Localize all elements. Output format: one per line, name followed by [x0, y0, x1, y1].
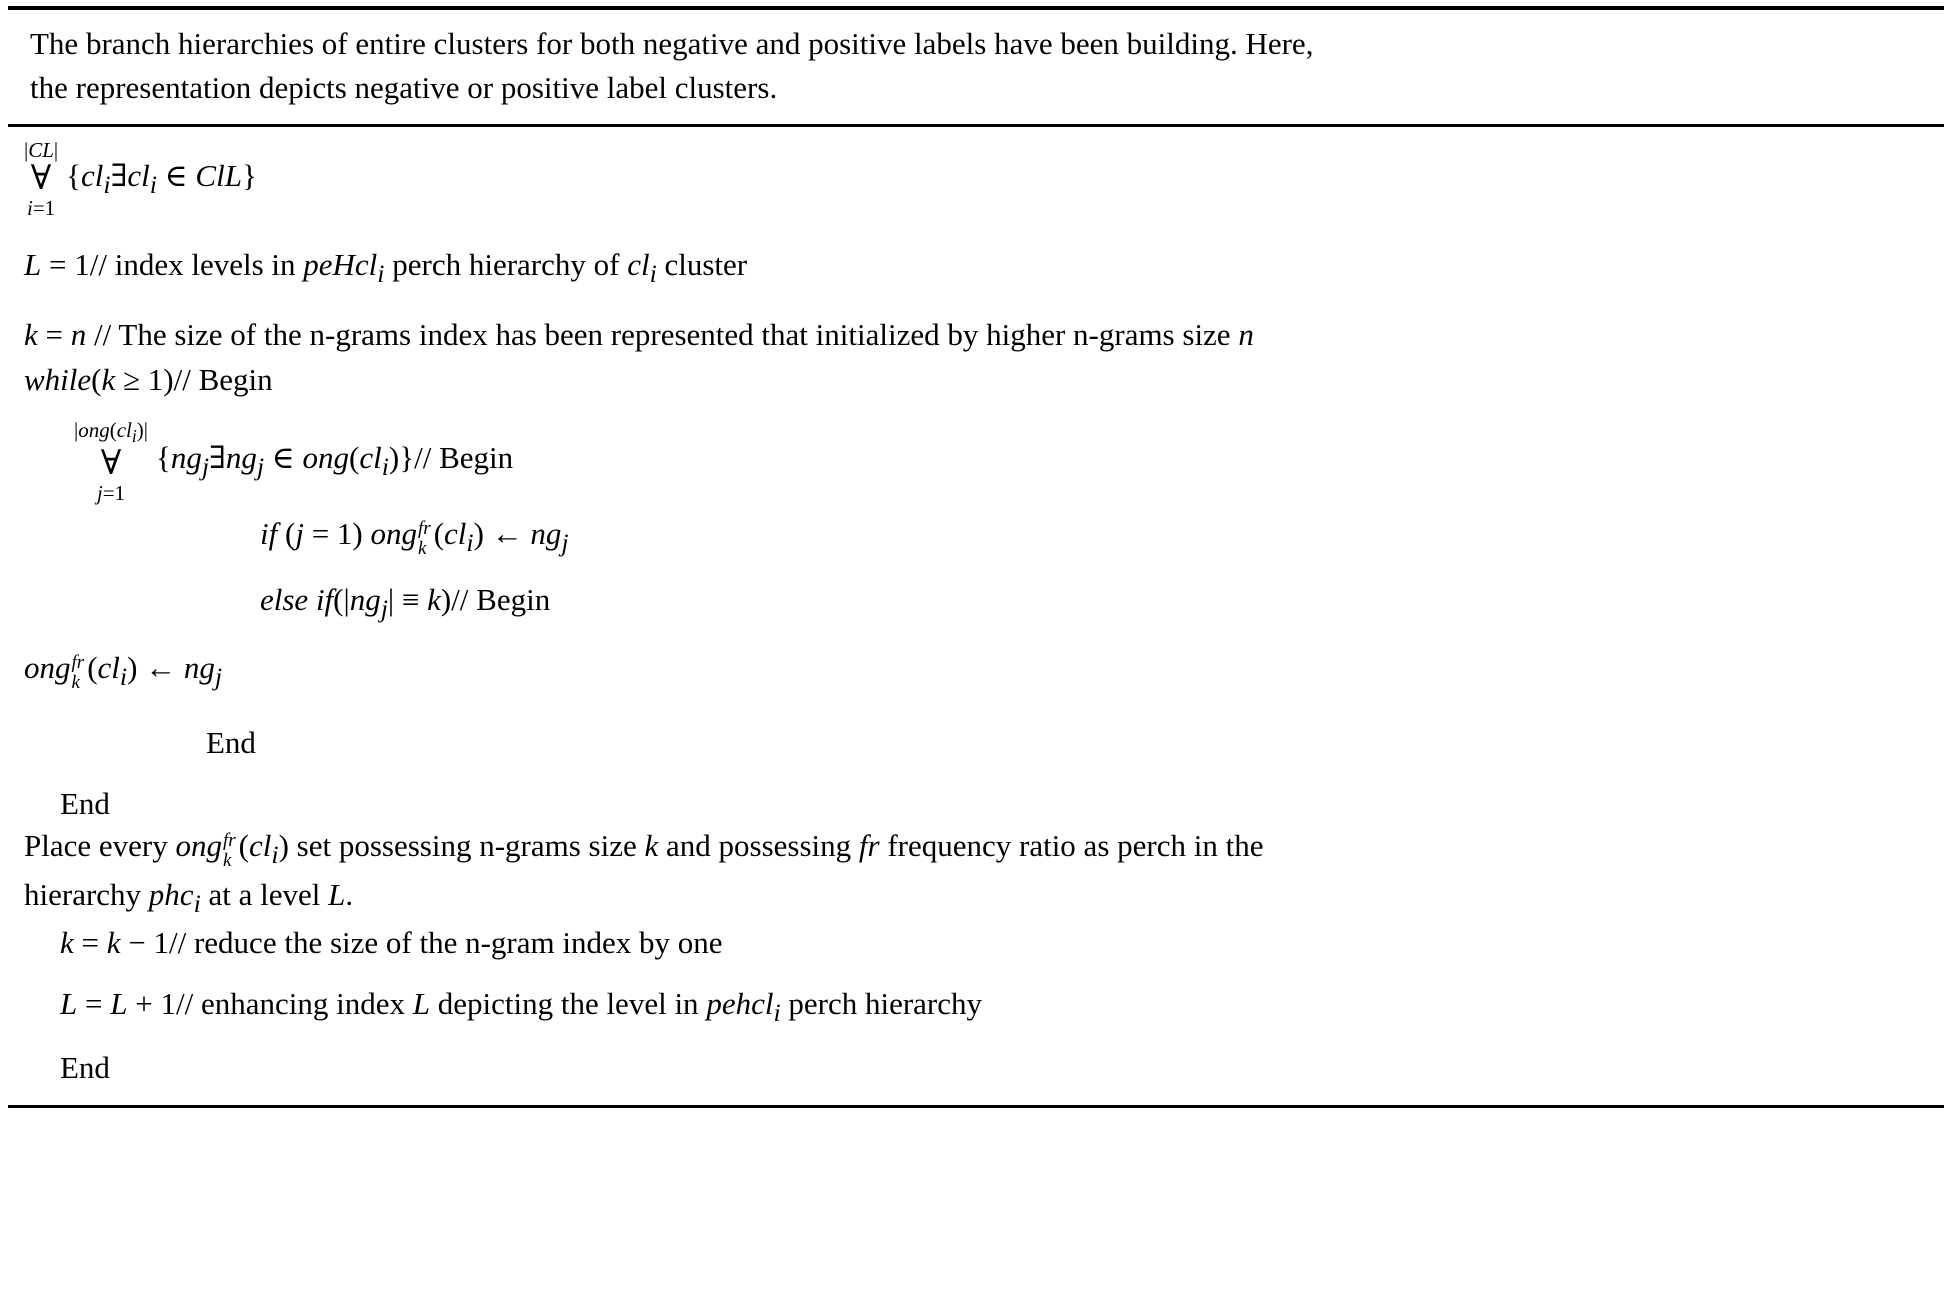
caption-line-1: The branch hierarchies of entire clusters for both negative and positive labels have been building. Here, — [30, 26, 1314, 61]
figure-caption — [30, 22, 1922, 110]
pseudocode-line-end-while: End — [60, 1050, 110, 1086]
bottom-rule — [8, 1105, 1944, 1108]
pseudocode-line-place-part1: Place every ong fr k $(cl_i)$ set possessing n-grams size k and possessing fr frequency ratio as perch in the — [24, 828, 1264, 872]
caption-line-2: the representation depicts negative or positive label clusters. — [30, 70, 778, 106]
pseudocode-line-if-first: if (j = 1) ong fr k $(cl_i)$ ← $ng_j$ — [260, 515, 569, 559]
top-rule — [8, 6, 1944, 10]
pseudocode-line-init-level: L = 1// index levels in peHcl$_i$ perch hierarchy of $cl_i$ cluster — [24, 247, 748, 289]
pseudocode-line-place-part2: hierarchy phc$_i$ at a level L. — [24, 876, 354, 918]
pseudocode-line-forall-ngrams: $|ong(cl_i)|$ ∀ j=1 {$ng_j\exists ng_j$ ∈ $ong(cl_i)\}//$ Begin — [74, 418, 514, 505]
pseudocode-line-assign-ngram: ong fr k $(cl_i)$ ← $ng_j$ — [24, 650, 223, 694]
pseudocode-line-forall-clusters: |CL| ∀ i=1 {$cl_i\exists cl_i$ ∈ ClL} — [24, 138, 257, 221]
pseudocode-line-else-if: else $if(|ng_j| \equiv k)//$ Begin — [260, 582, 551, 624]
pseudocode-line-end-inner: End — [206, 724, 256, 760]
pseudocode-line-increment-level: L = L + 1// enhancing index L depicting the level in pehcl$_i$ perch hierarchy — [60, 985, 983, 1028]
pseudocode-line-init-k: k = n // The size of the n-grams index has been represented that initialized by higher n-grams size n — [24, 317, 1254, 353]
pseudocode-block — [0, 127, 1952, 1089]
pseudocode-line-while-begin: while(k ≥ 1)// Begin — [24, 362, 273, 398]
pseudocode-line-decrement-k: k = k − 1// reduce the size of the n-gram index by one — [60, 924, 723, 960]
pseudocode-line-end-forall: End — [60, 785, 110, 821]
